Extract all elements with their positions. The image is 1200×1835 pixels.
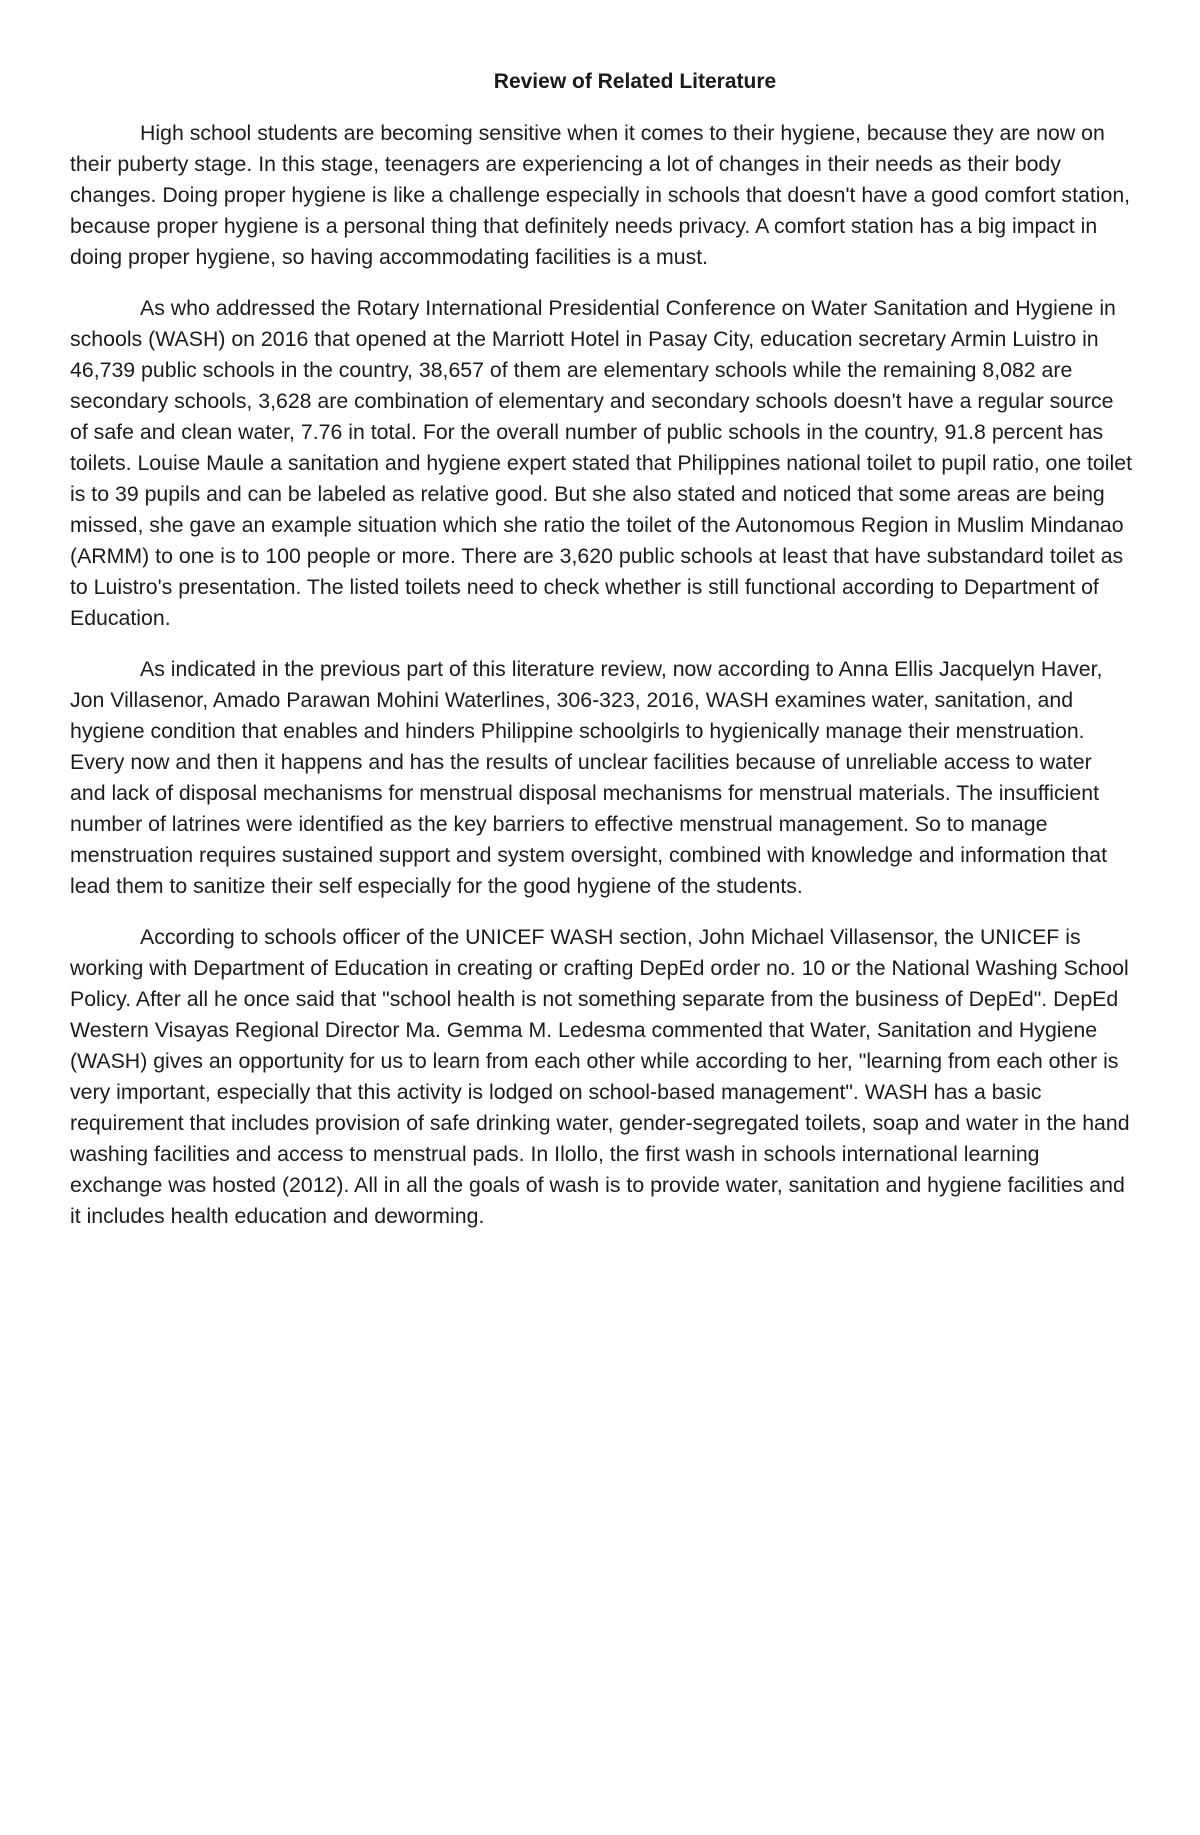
paragraph-unicef-policy: According to schools officer of the UNICEF WASH section, John Michael Villasensor, the UNICEF is working with Department of Education in creating or crafting DepEd order no. 10 or the National Washing School Policy. After all he once said that "school health is not something separate from the business of DepEd". DepEd Western Visayas Regional Director Ma. Gemma M. Ledesma commented that Water, Sanitation and Hygiene (WASH) gives an opportunity for us to learn from each other while according to her, "learning from each other is very important, especially that this activity is lodged on school-based management". WASH has a basic requirement that includes provision of safe drinking water, gender-segregated toilets, soap and water in the hand washing facilities and access to menstrual pads. In Ilollo, the first wash in schools international learning exchange was hosted (2012). All in all the goals of wash is to provide water, sanitation and hygiene facilities and it includes health education and deworming. [70, 925, 1130, 1228]
paragraph-menstrual-management: As indicated in the previous part of this literature review, now according to Anna Ellis Jacquelyn Haver, Jon Villasenor, Amado Parawan Mohini Waterlines, 306-323, 2016, WASH examines water, sanitation, and hygiene condition that enables and hinders Philippine schoolgirls to hygienically manage their menstruation. Every now and then it happens and has the results of unclear facilities because of unreliable access to water and lack of disposal mechanisms for menstrual disposal mechanisms for menstrual materials. The insufficient number of latrines were identified as the key barriers to effective menstrual management. So to manage menstruation requires sustained support and system oversight, combined with knowledge and information that lead them to sanitize their self especially for the good hygiene of the students. [70, 657, 1108, 898]
page-title: Review of Related Literature [493, 70, 777, 93]
document-body [70, 118, 1132, 1252]
paragraph-wash-conference: As who addressed the Rotary International Presidential Conference on Water Sanitation and Hygiene in schools (WASH) on 2016 that opened at the Marriott Hotel in Pasay City, education secretary Armin Luistro in 46,739 public schools in the country, 38,657 of them are elementary schools while the remaining 8,082 are secondary schools, 3,628 are combination of elementary and secondary schools doesn't have a regular source of safe and clean water, 7.76 in total. For the overall number of public schools in the country, 91.8 percent has toilets. Louise Maule a sanitation and hygiene expert stated that Philippines national toilet to pupil ratio, one toilet is to 39 pupils and can be labeled as relative good. But she also stated and noticed that some areas are being missed, she gave an example situation which she ratio the toilet of the Autonomous Region in Muslim Mindanao (ARMM) to one is to 100 people or more. There are 3,620 public schools at least that have substandard toilet as to Luistro's presentation. The listed toilets need to check whether is still functional according to Department of Education. [70, 296, 1132, 630]
paragraph-hygiene-intro: High school students are becoming sensitive when it comes to their hygiene, because they are now on their puberty stage. In this stage, teenagers are experiencing a lot of changes in their needs as their body changes. Doing proper hygiene is like a challenge especially in schools that doesn't have a good comfort station, because proper hygiene is a personal thing that definitely needs privacy. A comfort station has a big impact in doing proper hygiene, so having accommodating facilities is a must. [70, 121, 1131, 269]
